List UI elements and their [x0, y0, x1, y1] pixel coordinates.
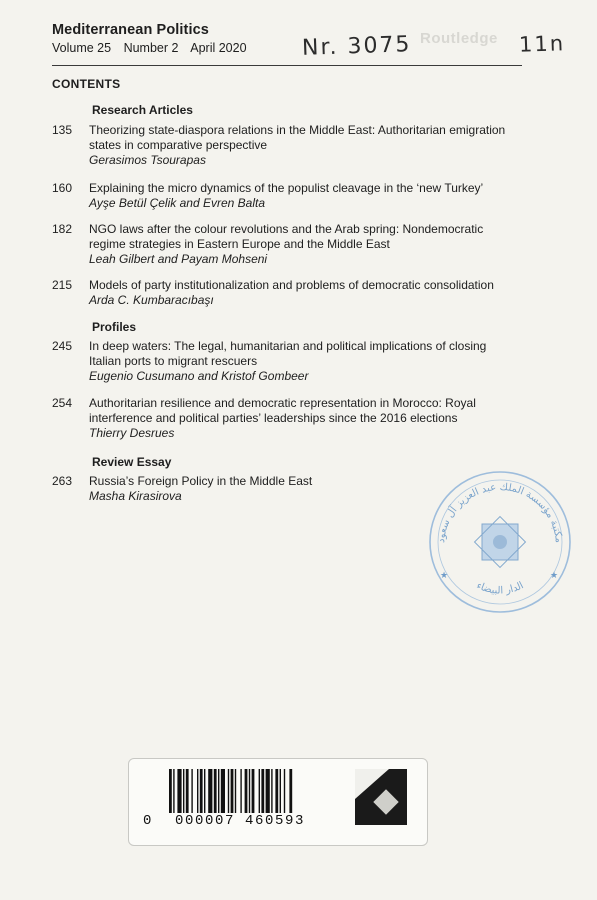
stamp-text-top: مكتبة مؤسسة الملك عبد العزيز آل سعود	[436, 481, 564, 544]
stamp-star-icon: ★	[440, 570, 449, 580]
toc-page-number: 160	[52, 181, 73, 195]
barcode-bar	[289, 769, 292, 813]
toc-title-line: NGO laws after the colour revolutions and the Arab spring: Nondemocratic	[89, 222, 484, 236]
toc-title-line: Theorizing state-diaspora relations in the Middle East: Authoritarian emigration	[89, 123, 506, 137]
barcode-lead-digit: 0	[143, 813, 152, 829]
barcode-bar	[177, 769, 181, 813]
barcode-bar	[271, 769, 272, 813]
toc-authors: Masha Kirasirova	[89, 489, 182, 503]
handwritten-note: 11n	[518, 31, 566, 57]
toc-authors: Ayşe Betül Çelik and Evren Balta	[89, 196, 265, 210]
barcode-bar	[173, 769, 174, 813]
barcode-bar	[186, 769, 189, 813]
issue-date: April 2020	[190, 41, 247, 55]
barcode-bar	[200, 769, 203, 813]
barcode-bar	[275, 769, 278, 813]
toc-page-number: 254	[52, 396, 73, 410]
library-stamp	[426, 468, 574, 616]
barcode-bar	[266, 769, 270, 813]
barcode-bar	[261, 769, 264, 813]
barcode-bar	[228, 769, 229, 813]
toc-authors: Thierry Desrues	[89, 426, 175, 440]
issue-volume: Volume 25	[52, 41, 112, 55]
barcode-bar	[235, 769, 236, 813]
toc-title-line: regime strategies in Eastern Europe and the Middle East	[89, 237, 390, 251]
barcode-logo-icon	[355, 769, 407, 825]
barcode-bar	[284, 769, 285, 813]
barcode-bar	[249, 769, 250, 813]
toc-title-line: Authoritarian resilience and democratic representation in Morocco: Royal	[89, 396, 476, 410]
toc-page-number: 215	[52, 278, 73, 292]
toc-authors: Gerasimos Tsourapas	[89, 153, 206, 167]
stamp-text-bottom: الدار البيضاء	[474, 580, 526, 597]
section-heading-review-essay: Review Essay	[92, 455, 172, 469]
barcode-bar	[221, 769, 225, 813]
barcode-bar	[197, 769, 198, 813]
barcode-bar	[204, 769, 205, 813]
toc-title-line: interference and political parties’ leaderships since the 2016 elections	[89, 411, 458, 425]
barcode-bar	[218, 769, 219, 813]
barcode-bar	[191, 769, 192, 813]
svg-text:الدار البيضاء	[475, 580, 526, 596]
barcode-label	[128, 758, 428, 846]
section-heading-research-articles: Research Articles	[92, 103, 193, 117]
barcode-bar	[280, 769, 281, 813]
toc-page-number: 182	[52, 222, 73, 236]
barcode-icon	[129, 759, 427, 845]
barcode-bar	[169, 769, 172, 813]
section-heading-profiles: Profiles	[92, 320, 137, 334]
toc-title-line: Models of party institutionalization and problems of democratic consolidation	[89, 278, 494, 292]
barcode-bar	[252, 769, 255, 813]
barcode-bar	[245, 769, 248, 813]
issue-number: Number 2	[123, 41, 179, 55]
issue-line	[52, 41, 256, 55]
barcode-bar	[208, 769, 212, 813]
barcode-digits: 000007 460593	[175, 813, 306, 829]
stamp-emblem-icon	[475, 517, 526, 568]
toc-title-line: states in comparative perspective	[89, 138, 268, 152]
toc-title-line: In deep waters: The legal, humanitarian and political implications of closing	[89, 339, 487, 353]
barcode-bar	[183, 769, 184, 813]
journal-title: Mediterranean Politics	[52, 22, 209, 38]
barcode-bar	[240, 769, 241, 813]
handwritten-catalog-number: Nr. 3075	[301, 32, 412, 61]
toc-title-line: Russia’s Foreign Policy in the Middle East	[89, 474, 313, 488]
barcode-bar	[231, 769, 234, 813]
toc-page-number: 245	[52, 339, 73, 353]
contents-heading: CONTENTS	[52, 77, 121, 91]
toc-title-line: Explaining the micro dynamics of the populist cleavage in the ‘new Turkey’	[89, 181, 484, 195]
stamp-star-icon: ★	[550, 570, 559, 580]
barcode-bar	[259, 769, 260, 813]
toc-authors: Leah Gilbert and Payam Mohseni	[89, 252, 268, 266]
publisher-show-through: Routledge	[420, 30, 498, 47]
barcode-bar	[214, 769, 217, 813]
toc-page-number: 263	[52, 474, 73, 488]
header-rule	[52, 65, 522, 66]
toc-authors: Arda C. Kumbaracıbaşı	[89, 293, 214, 307]
toc-page-number: 135	[52, 123, 73, 137]
toc-authors: Eugenio Cusumano and Kristof Gombeer	[89, 369, 309, 383]
toc-title-line: Italian ports to migrant rescuers	[89, 354, 258, 368]
